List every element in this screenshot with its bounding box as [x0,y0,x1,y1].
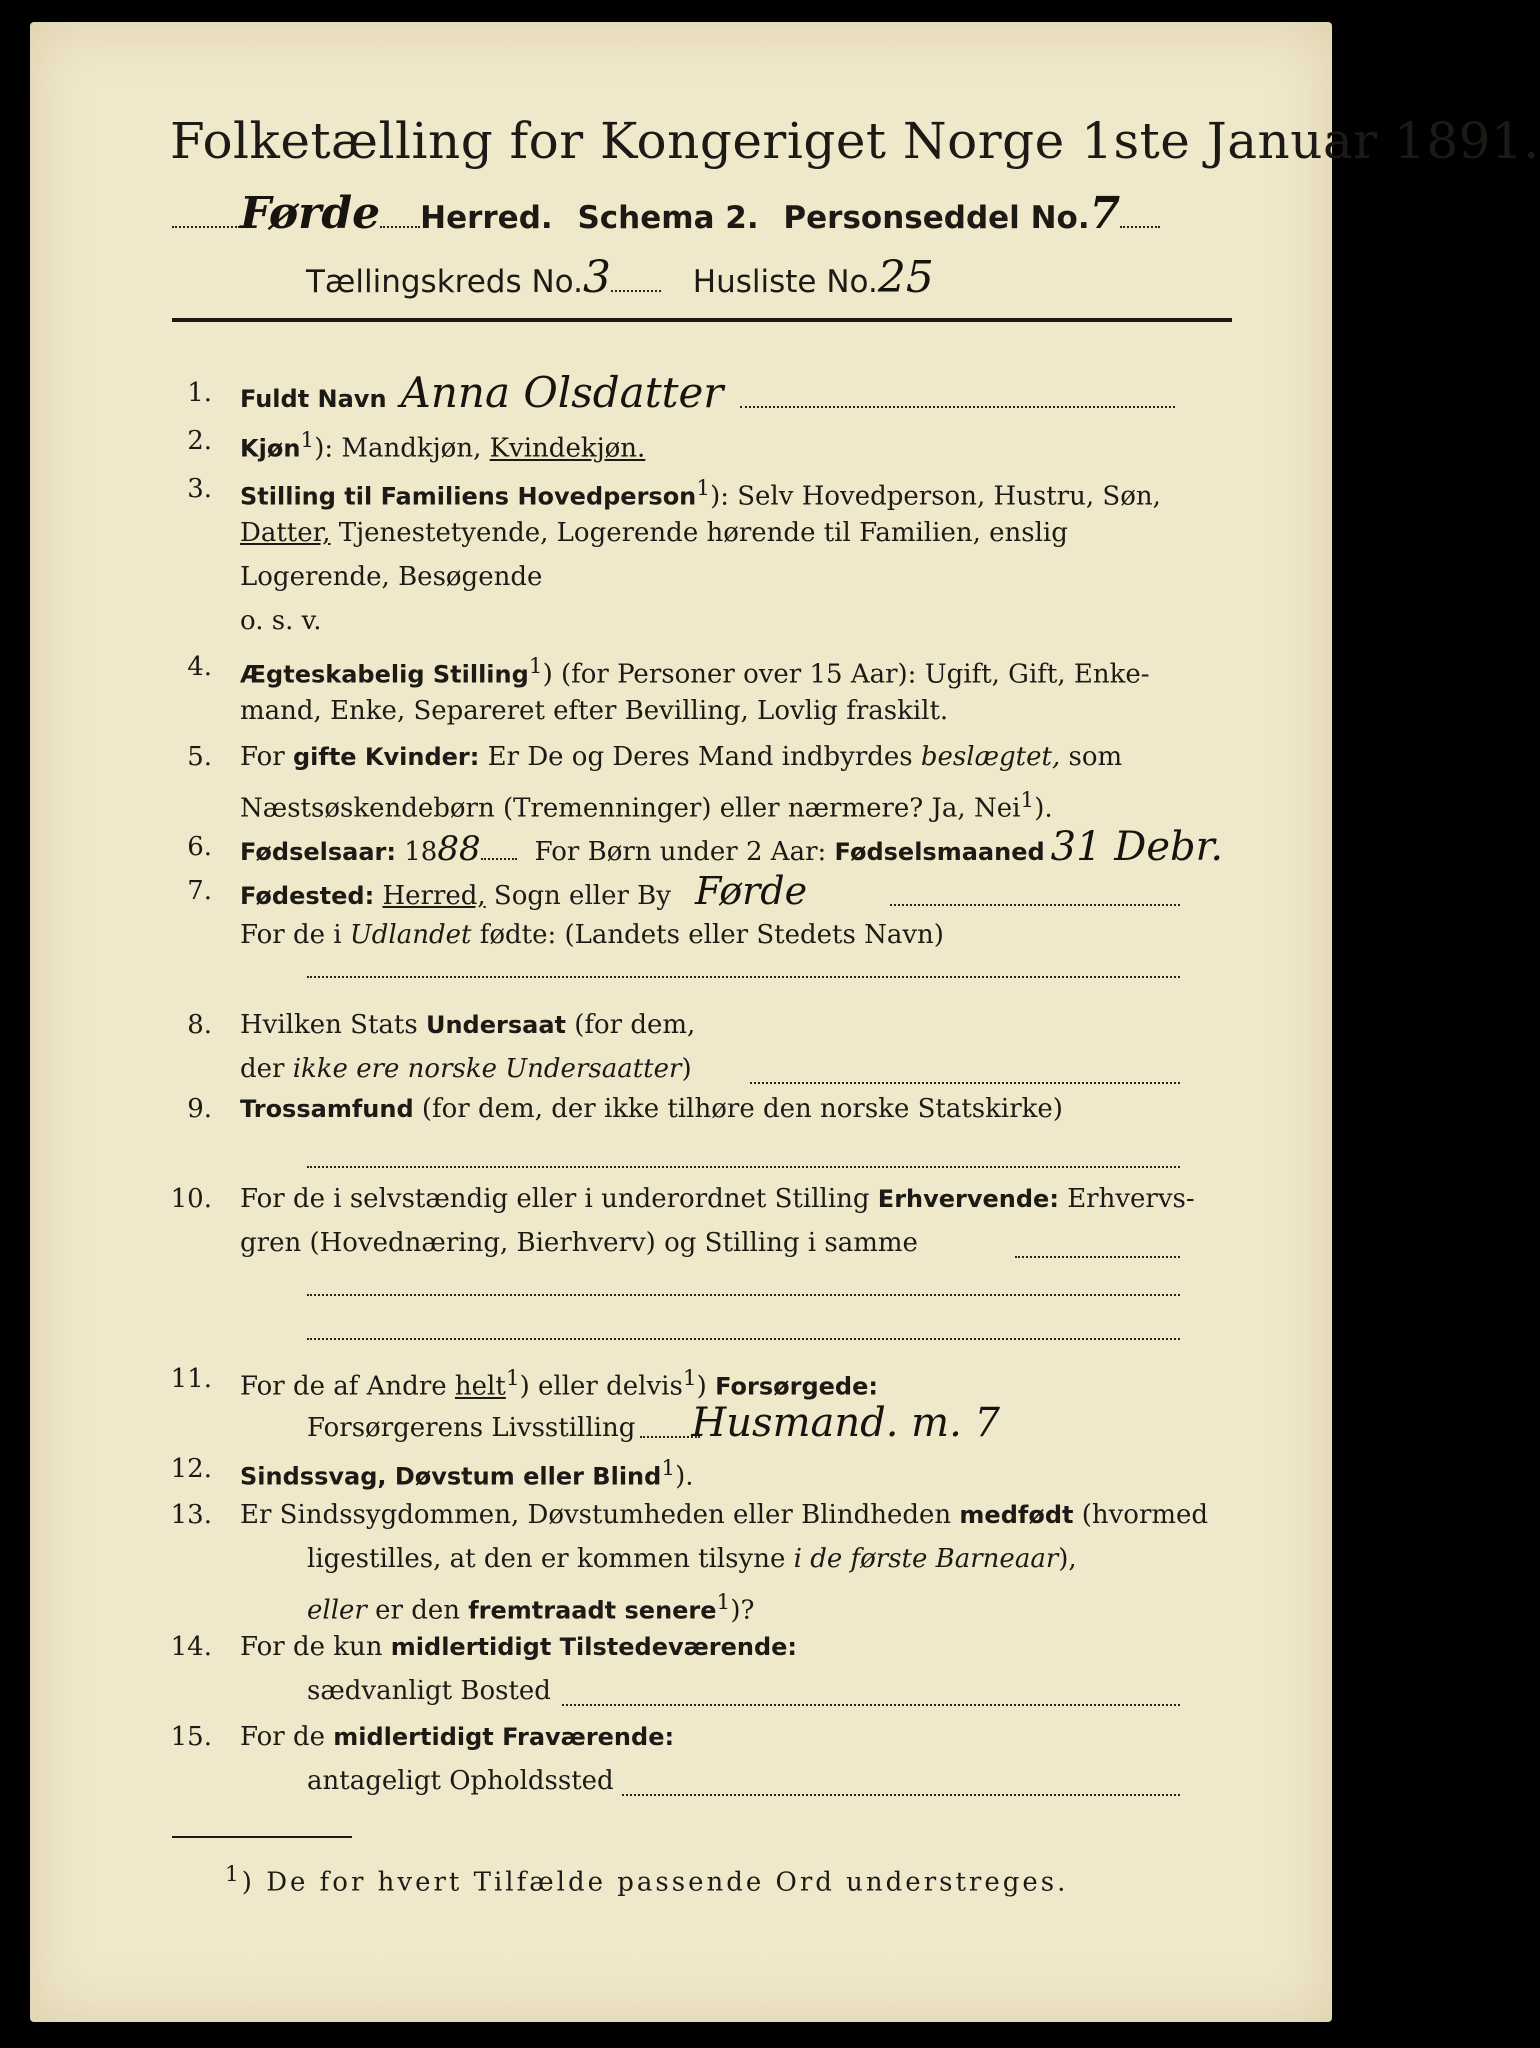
kreds-row [306,252,934,303]
q15-pre: For de [240,1722,334,1752]
footnote-mark: 1 [225,1862,242,1887]
q3-line1-text: ): Selv Hovedperson, Hustru, Søn, [710,481,1161,512]
q7-number: 7. [187,876,212,906]
q8-line-1 [240,1004,695,1046]
q7-line2-a: For de i [240,920,350,950]
q8-pre: Hvilken Stats [240,1010,426,1040]
q5-sup: 1 [1020,788,1035,813]
q1-leader [740,406,1175,408]
q8-text: (for dem, [565,1010,696,1040]
q5-end: som [1060,742,1123,772]
footnote-rule [172,1836,352,1838]
q9-blank-line [307,1166,1180,1168]
q8-leader [750,1082,1180,1084]
q10-line-2: gren (Hovednæring, Bierhverv) og Stilling i samme [240,1228,918,1258]
q7-line-1 [240,870,807,917]
q9-number: 9. [187,1094,212,1124]
footnote [225,1862,1068,1898]
q8-label: Undersaat [425,1011,566,1039]
q12-close: ). [675,1461,694,1492]
q11-text: For de af Andre [240,1371,455,1402]
q3-line-2 [240,512,1068,554]
q13-sup: 1 [716,1590,731,1615]
form-title: Folketælling for Kongeriget Norge 1ste Januar 1891. [170,112,1540,170]
q3-line2-text: Tjenestetyende, Logerende hørende til Familien, enslig [330,518,1068,548]
q4-line-2: mand, Enke, Separeret efter Bevilling, Lovlig fraskilt. [240,696,949,726]
q3-line-4: o. s. v. [240,606,322,636]
q8-number: 8. [187,1010,212,1040]
q11-text2: eller delvis [529,1371,683,1402]
q6-dots [481,858,517,860]
q1-label: Fuldt Navn [240,385,387,413]
q12-label: Sindssvag, Døvstum eller Blind [240,1462,662,1491]
q5-label: gifte Kvinder: [292,743,480,771]
q11-leader [640,1436,700,1438]
q13-line3-i: eller [307,1595,367,1626]
q1-number: 1. [187,378,212,408]
personseddel-value: 7 [1089,188,1121,239]
q5-line2-text: Næstsøskendebørn (Tremenninger) eller nærmere? Ja, Nei [240,793,1021,824]
q11-line2-text: Forsørgerens Livsstilling [307,1413,636,1443]
q6-value2: 31 Debr. [1050,824,1224,870]
q8-line2-a: der [240,1054,293,1084]
q8-line2-i: ikke ere norske Undersaatter [292,1054,682,1084]
q6-label2: Fødselsmaaned [834,838,1045,866]
herred-dots-2 [380,226,420,228]
q12-number: 12. [170,1454,212,1484]
q15-number: 15. [170,1722,212,1752]
q10-number: 10. [170,1184,212,1214]
q13-line2-b: ), [1058,1544,1077,1574]
q14-pre: For de kun [240,1632,391,1662]
q13-line-3 [307,1582,754,1632]
kreds-value: 3 [582,252,611,303]
q6-value: 88 [437,829,481,869]
q2-sup: 1 [300,428,315,453]
q15-label: midlertidigt Fraværende: [333,1723,675,1751]
q13-text2: (hvormed [1073,1500,1209,1530]
q7-herred: Herred, [382,881,486,911]
q2-text-b: Kvindekjøn. [489,433,646,464]
q12-text [240,1448,694,1498]
husliste-label: Husliste No. [692,264,878,300]
q9-line-1 [240,1088,1063,1130]
q4-number: 4. [187,652,212,682]
q2-label: Kjøn [240,434,301,463]
q11-label: Forsørgede: [706,1372,878,1401]
q13-label: medfødt [959,1501,1074,1529]
herred-dots [172,226,240,228]
q5-line1-text: Er De og Deres Mand indbyrdes [479,742,921,772]
q4-line-1 [240,646,1150,696]
q3-line-3: Logerende, Besøgende [240,562,543,592]
q15-line-2: antageligt Opholdssted [307,1766,614,1796]
q6-label: Fødselsaar: [240,838,396,866]
header-rule [172,318,1232,322]
q8-line2-b: ) [681,1054,692,1084]
q10-text: For de i selvstændig eller i underordnet Stilling [240,1184,878,1214]
schema-label: Schema 2. [577,200,759,236]
q2-text [240,420,645,470]
q15-leader [622,1794,1180,1796]
q11-sup2: 1 [682,1366,697,1391]
q10-blank-line-2 [307,1338,1180,1340]
q5-line-1 [240,736,1122,778]
q7-line2-b: fødte: (Landets eller Stedets Navn) [471,920,944,950]
q4-line1-text: ) (for Personer over 15 Aar): Ugift, Gift, Enke- [542,659,1150,690]
q3-datter: Datter, [240,518,331,548]
herred-label: Herred. [420,200,553,236]
q11-helt: helt [454,1371,506,1402]
q5-line-2 [240,780,1053,830]
q3-label: Stilling til Familiens Hovedperson [240,482,697,511]
q13-line2-a: ligestilles, at den er kommen tilsyne [307,1544,794,1574]
q12-sup: 1 [661,1456,676,1481]
q14-line-2: sædvanligt Bosted [307,1676,551,1706]
q5-pre: For [240,742,293,772]
q3-line-1 [240,468,1161,518]
q11-number: 11. [170,1364,212,1394]
q13-line3-label: fremtraadt senere [468,1596,717,1625]
husliste-value: 25 [877,252,934,303]
q13-number: 13. [170,1500,212,1530]
q13-line2-i: i de første Barneaar [793,1544,1059,1574]
q13-close: )? [730,1595,755,1626]
personseddel-dots [1120,226,1160,228]
q6-text [240,826,1223,873]
kreds-dots [611,290,661,292]
q10-leader [1015,1256,1180,1258]
herred-row [172,188,1160,239]
q13-line-1 [240,1494,1208,1536]
q14-number: 14. [170,1632,212,1662]
q7-value: Førde [694,869,808,913]
q10-text2: Erhvervs- [1058,1184,1195,1214]
q5-close: ). [1034,793,1053,824]
q9-text: (for dem, der ikke tilhøre den norske Statskirke) [413,1094,1063,1124]
q9-label: Trossamfund [240,1095,414,1123]
q4-sup: 1 [528,654,543,679]
q7-leader [890,904,1180,906]
q1-value: Anna Olsdatter [400,368,724,417]
footnote-text: ) De for hvert Tilfælde passende Ord understreges. [241,1867,1069,1898]
q13-line3-a: er den [366,1595,469,1626]
q7-line-2 [240,914,944,956]
q8-line-2 [240,1048,692,1090]
q7-text: Sogn eller By [485,881,671,911]
q11-line-1: For de af Andre helt$^1$) eller delvis$^1$) Forsørgede: [240,1366,878,1402]
q2-number: 2. [187,426,212,456]
q6-prefix: 18 [396,837,438,867]
q6-mid: For Børn under 2 Aar: [534,837,835,867]
q13-line-2 [307,1538,1077,1580]
q3-number: 3. [187,474,212,504]
q15-line-1 [240,1716,674,1758]
q7-label: Fødested: [240,882,375,910]
q10-blank-line-1 [307,1294,1180,1296]
q14-line-1 [240,1626,797,1668]
personseddel-label: Personseddel No. [783,200,1090,236]
q11-value: Husmand. m. 7 [691,1400,1000,1446]
q13-text: Er Sindssygdommen, Døvstumheden eller Blindheden [240,1500,960,1530]
q5-italic: beslægtet, [920,742,1061,772]
q11-sup: 1 [505,1366,520,1391]
q4-label: Ægteskabelig Stilling [240,660,529,689]
q5-number: 5. [187,742,212,772]
q11-line-2 [307,1402,1000,1449]
q14-leader [562,1704,1180,1706]
kreds-label: Tællingskreds No. [306,264,583,300]
q3-sup: 1 [696,476,711,501]
q6-number: 6. [187,832,212,862]
q10-label: Erhvervende: [877,1185,1059,1213]
q1-text [240,368,724,420]
q14-label: midlertidigt Tilstedeværende: [390,1633,798,1661]
q7-line2-i: Udlandet [349,920,472,950]
herred-value: Førde [240,188,381,239]
q2-text-a: ): Mandkjøn, [314,433,490,464]
q7-blank-line [307,976,1180,978]
q10-line-1 [240,1178,1195,1220]
